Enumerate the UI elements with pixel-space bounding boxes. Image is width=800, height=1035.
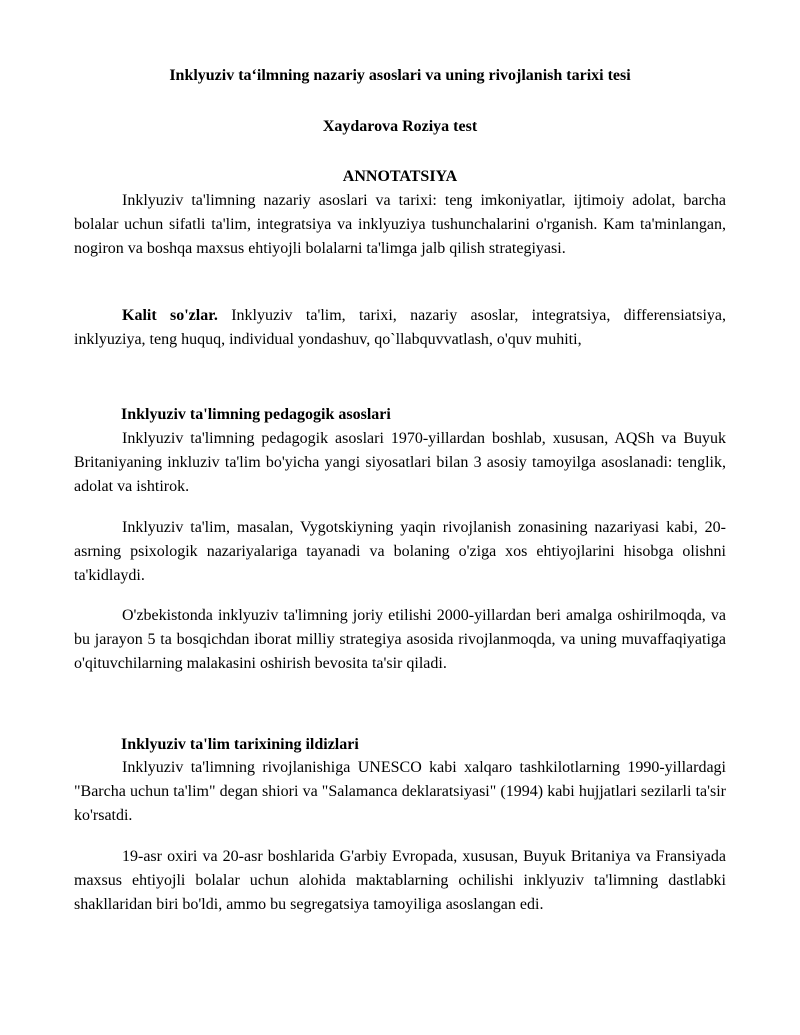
section-heading-pedagogik: Inklyuziv ta'limning pedagogik asoslari: [121, 406, 391, 423]
paragraph-tarix-1: Inklyuziv ta'limning rivojlanishiga UNESCO kabi xalqaro tashkilotlarning 1990-yillardagi "Barcha uchun ta'lim" degan shiori va "Salamanca deklaratsiyasi" (1994) kabi hujjatlari sezilarli ta'sir ko'rsatdi.: [74, 759, 726, 824]
document-title: Inklyuziv taʻilmning nazariy asoslari va uning rivojlanish tarixi tesi: [169, 67, 631, 84]
keywords-label: Kalit so'zlar.: [122, 307, 218, 324]
author-name: Xaydarova Roziya test: [322, 118, 478, 135]
paragraph-pedagogik-3: O'zbekistonda inklyuziv ta'limning joriy etilishi 2000-yillardan beri amalga oshirilmoqda, va bu jarayon 5 ta bosqichdan iborat milliy strategiya asosida rivojlanmoqda, va uning muvaffaqiyatiga o'qituvchilarning malakasini oshirish bevosita ta'sir qiladi.: [74, 607, 726, 672]
section-heading-tarix: Inklyuziv ta'lim tarixining ildizlari: [121, 736, 359, 753]
paragraph-tarix-2: 19-asr oxiri va 20-asr boshlarida G'arbiy Evropada, xususan, Buyuk Britaniya va Fransiyada maxsus ehtiyojli bolalar uchun alohida maktablarning ochilishi inklyuziv ta'limning dastlabki shakllaridan biri bo'ldi, ammo bu segregatsiya tamoyiliga asoslangan edi.: [74, 848, 726, 913]
paragraph-pedagogik-2: Inklyuziv ta'lim, masalan, Vygotskiyning yaqin rivojlanish zonasining nazariyasi kabi, 20-asrning psixologik nazariyalariga tayanadi va bolaning o'ziga xos ehtiyojlarini hisobga olishni ta'kidlaydi.: [74, 519, 726, 584]
keywords-text: Inklyuziv ta'lim, tarixi, nazariy asoslar, integratsiya, differensiatsiya, inklyuziya, teng huquq, individual yondashuv, qo`llabquvvatlash, o'quv muhiti,: [74, 307, 727, 348]
paragraph-pedagogik-1: Inklyuziv ta'limning pedagogik asoslari 1970-yillardan boshlab, xususan, AQSh va Buyuk Britaniyaning inkluziv ta'lim bo'yicha yangi siyosatlari bilan 3 asosiy tamoyilga asoslanadi: tenglik, adolat va ishtirok.: [74, 430, 726, 495]
annotation-heading: ANNOTATSIYA: [342, 168, 458, 185]
annotation-text: Inklyuziv ta'limning nazariy asoslari va tarixi: teng imkoniyatlar, ijtimoiy adolat, barcha bolalar uchun sifatli ta'lim, integratsiya va inklyuziya tushunchalarini o'rganish. Kam ta'minlangan, nogiron va boshqa maxsus ehtiyojli bolalarni ta'limga jalb qilish strategiyasi.: [74, 192, 726, 257]
keywords-paragraph: [74, 293, 726, 352]
